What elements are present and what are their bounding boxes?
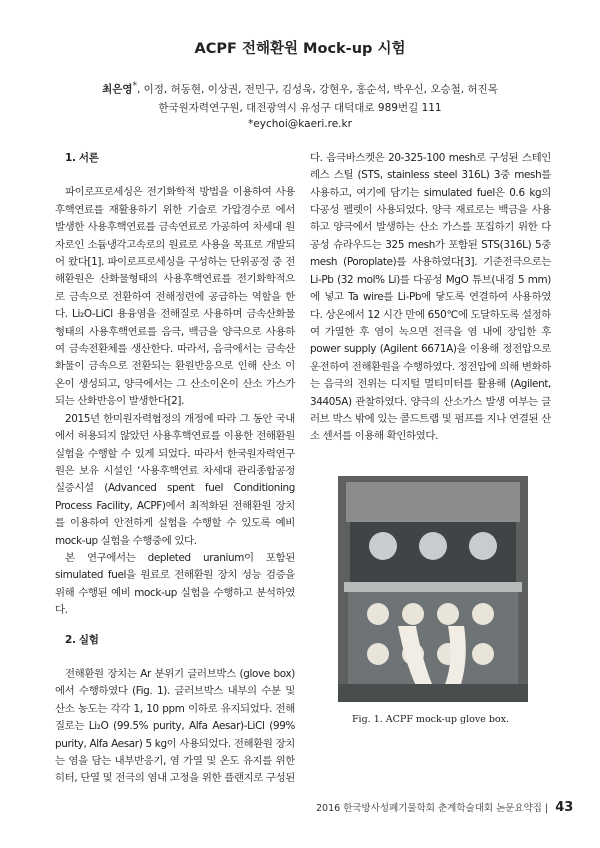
- glove-box-illustration: [338, 476, 528, 702]
- glove-port-2: [419, 532, 447, 560]
- intro-paragraph-1: 파이로프로세싱은 전기화학적 방법을 이용하여 사용후핵연료를 재활용하기 위한 기술로 가압경수로 에서 발생한 사용후핵연료를 금속연료로 가공하여 차세대 원자로인 소듐냉각고속로의 원료로 사용을 목표로 개발되어 왔다[1]. 파이로프로세싱을 구성하는 단위공정 중 전해환원은 산화물형태의 사용후핵연료를 전기화학적으로 금속으로 전환하여 전해정련에 공급하는 역할을 한다. Li₂O-LiCl 용융염을 전해질로 사용하며 금속산화물 형태의 사용후핵연료를 음극, 백금을 양극으로 사용하여 금속전환체를 생산한다. 따라서, 음극에서는 금속산화물이 금속으로 전환되는 환원반응으로 인해 산소 이온이 생성되고, 양극에서는 그 산소이온이 산소 가스가 되는 산화반응이 발생한다[2].: [55, 186, 295, 408]
- glove-port-5: [402, 603, 424, 625]
- intro-paragraph-3: 본 연구에서는 depleted uranium이 포함된 simulated fuel을 원료로 전해환원 장치 성능 검증을 위해 수행된 예비 mock-up 실험을 수행하고 분석하였다.: [55, 551, 295, 617]
- glove-port-1: [369, 532, 397, 560]
- glove-port-6: [437, 603, 459, 625]
- experiment-text-right: [310, 150, 551, 462]
- author-list: [0, 81, 600, 97]
- glove-port-3: [469, 532, 497, 560]
- intro-paragraph-2: 2015년 한미원자력협정의 개정에 따라 그 동안 국내에서 허용되지 않았던 사용후핵연료를 이용한 전해환원 실험을 수행할 수 있게 되었다. 따라서 한국원자력연구원은 보유 시설인 ‘사용후핵연료 차세대 관리종합공정 실증시설 (Advanced spent fuel Conditioning Process Facility, ACPF)에서 최적화된 전해환원 장치를 이용하여 안전하게 실험을 수행할 수 있도록 예비 mock-up 실험을 수행중에 있다.: [55, 412, 295, 547]
- glove-port-4: [367, 603, 389, 625]
- author-email: *eychoi@kaeri.re.kr: [248, 118, 352, 130]
- top-panel: [346, 482, 520, 522]
- corresponding-mark: *: [132, 81, 137, 91]
- affiliation: 한국원자력연구원, 대전광역시 유성구 대덕대로 989번길 111: [158, 102, 442, 114]
- glove-port-7: [472, 603, 494, 625]
- glove-port-8: [367, 643, 389, 665]
- experiment-text-left: [55, 666, 295, 788]
- section-heading-intro: 1. 서론: [65, 152, 99, 164]
- glove-port-11: [472, 643, 494, 665]
- experiment-paragraph-continued: 다. 음극바스켓은 20-325-100 mesh로 구성된 스테인레스 스틸 (STS, stainless steel 316L) 3중 mesh를 사용하고, 여기에 담기는 simulated fuel은 0.6 kg의 다공성 펠렛이 사용되었다. 양극 재료로는 백금을 사용하고 양극에서 발생하는 산소 가스를 포집하기 위한 다공성 슈라우드는 325 mesh가 포함된 STS(316L) 5중 mesh (Poroplate)를 사용하였다[3]. 기준전극으로는 Li-Pb (32 mol% Li)를 다공성 MgO 튜브(내경 5 mm)에 넣고 Ta wire를 Li-Pb에 닿도록 연결하여 사용하였다. 상온에서 12 시간 만에 650℃에 도달하도록 설정하여 가열한 후 염이 녹으면 전극을 염 내에 장입한 후 power supply (Agilent 6671A)을 이용해 정전압으로 운전하여 전해환원을 수행하였다. 정전압에 의해 변화하는 음극의 전위는 디지털 멀티미터를 활용해 (Agilent, 34405A) 관찰하였다. 양극의 산소가스 발생 여부는 글러브 박스 밖에 있는 콜드트랩 및 펌프를 지나 연결된 산소 센서를 이용해 확인하였다.: [310, 151, 551, 443]
- section-heading-experiment: 2. 실험: [65, 634, 99, 646]
- page-number: 43: [555, 800, 574, 815]
- left-column-bottom: [55, 632, 295, 649]
- corresponding-author: 최은영: [102, 83, 133, 96]
- co-authors: , 이정, 허동현, 이상권, 전민구, 김성욱, 강현우, 홍순석, 박우신, 오승철, 허진목: [136, 83, 498, 96]
- footer-proceedings: 2016 한국방사성폐기물학회 춘계학술대회 논문요약집: [316, 803, 542, 814]
- frame-rail: [344, 582, 522, 592]
- paper-title: ACPF 전해환원 Mock-up 시험: [194, 41, 406, 57]
- figure-caption: Fig. 1. ACPF mock-up glove box.: [351, 714, 510, 725]
- experiment-paragraph: 전해환원 장치는 Ar 분위기 글러브박스 (glove box)에서 수행하였다 (Fig. 1). 글러브박스 내부의 수분 및 산소 농도는 각각 1, 10 ppm 이하로 유지되었다. 전해질로는 Li₂O (99.5% purity, Alfa Aesar)-LiCl (99% purity, Alfa Aesar) 5 kg이 사용되었다. 전해환원 장치는 염을 담는 내부반응기, 염 가열 및 온도 유지를 위한 히터, 단열 및 전극의 염내 고정을 위한 플랜지로 구성된: [55, 668, 295, 785]
- left-column: [55, 150, 295, 620]
- figure-photo: [338, 476, 528, 702]
- footer-separator: |: [545, 803, 549, 814]
- base: [338, 684, 528, 702]
- page-footer: [316, 800, 573, 815]
